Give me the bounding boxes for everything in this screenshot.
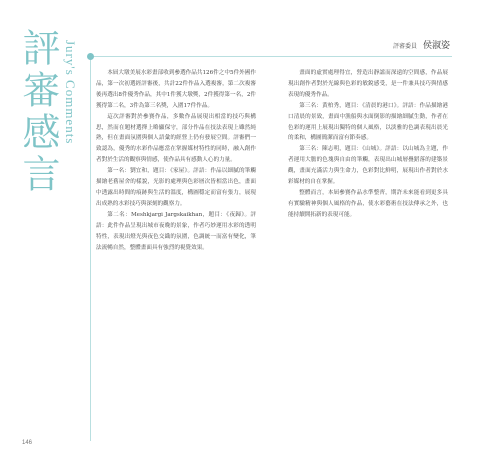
paragraph: 第一名：劉宜和，題目：《家屋》。評語：作品以細膩的筆觸描繪老舊屋舍的樣貌，光影的處理與色彩層次皆相當出色，畫面中透露出時間的痕跡與生活的溫度，構圖穩定而富有張力，展現出成熟的水彩技巧與深刻的觀察力。 xyxy=(96,168,256,207)
paragraph: 本屆大墩美展水彩畫部收到參選作品共126件之中5件外國作品，第一次初選經評審後，共計22件作品入選複審，第二次複審後再選出8件優秀作品，其中1件獲大墩獎，2件獲得第一名，2件獲得第二名，3件為第三名獎，入圍17件作品。 xyxy=(96,70,256,109)
paragraph: 這次評審對於參賽作品，多數作品展現出相當的技巧與構思，然而在題材選擇上略顯保守，部分作品在技法表現上雖然純熟，但在畫面氛圍與個人語彙的經營上仍有發展空間。評審們一致認為，優秀的水彩作品應當在掌握媒材特性的同時，融入創作者對於生活的觀察與情感，使作品具有感動人心的力量。 xyxy=(96,113,256,164)
paragraph: 第三名：陳志明，題目：《山城》。評語：以山城為主題，作者運用大膽的色塊與自由的筆觸，表現出山城層疊錯落的建築景觀，畫面充滿活力與生命力，色彩對比鮮明，展現出作者對於水彩媒材的自在掌握。 xyxy=(288,146,448,186)
byline-name: 侯淑姿 xyxy=(422,41,450,51)
page-title: 評審感言 xyxy=(16,28,60,196)
text-column-left xyxy=(96,68,256,438)
page-subtitle-en: Jury's Comments xyxy=(63,40,78,145)
byline xyxy=(393,38,450,51)
paragraph: 第二名：Meshkjargi Jargskaikhan，題目：《夜歸》。評語：此件作品呈現出城市夜晚的景象，作者巧妙運用水彩的透明特性，表現出燈光與夜色交織的氛圍，色調統一而富有變化，筆法流暢自然，整體畫面具有強烈的視覺效果。 xyxy=(96,211,256,251)
horizontal-divider xyxy=(90,56,452,57)
divider-dot xyxy=(87,53,94,60)
vertical-divider xyxy=(90,56,91,441)
page-number: 146 xyxy=(22,440,33,446)
byline-role: 評審委員 xyxy=(392,43,417,50)
text-column-right xyxy=(288,68,448,438)
paragraph: 畫面的虛實處理得宜，營造出靜謐而深遠的空間感，作品展現出創作者對於光線與色彩的敏銳感受，是一件兼具技巧與情感表現的優秀作品。 xyxy=(288,70,448,98)
paragraph: 第三名：黃柏秀，題目：《清晨的港口》。評語：作品描繪港口清晨的景致，畫面中漁船與水面倒影的描繪細膩生動，作者在色彩的運用上展現出獨特的個人風格，以淡雅的色調表現出晨光的柔和，構圖簡潔而富有節奏感。 xyxy=(288,102,448,142)
paragraph: 整體而言，本屆參賽作品水準整齊，期許未來能看到更多具有實驗精神與個人風格的作品，使水彩藝術在技法傳承之外，也能持續開拓新的表現可能。 xyxy=(288,189,448,218)
